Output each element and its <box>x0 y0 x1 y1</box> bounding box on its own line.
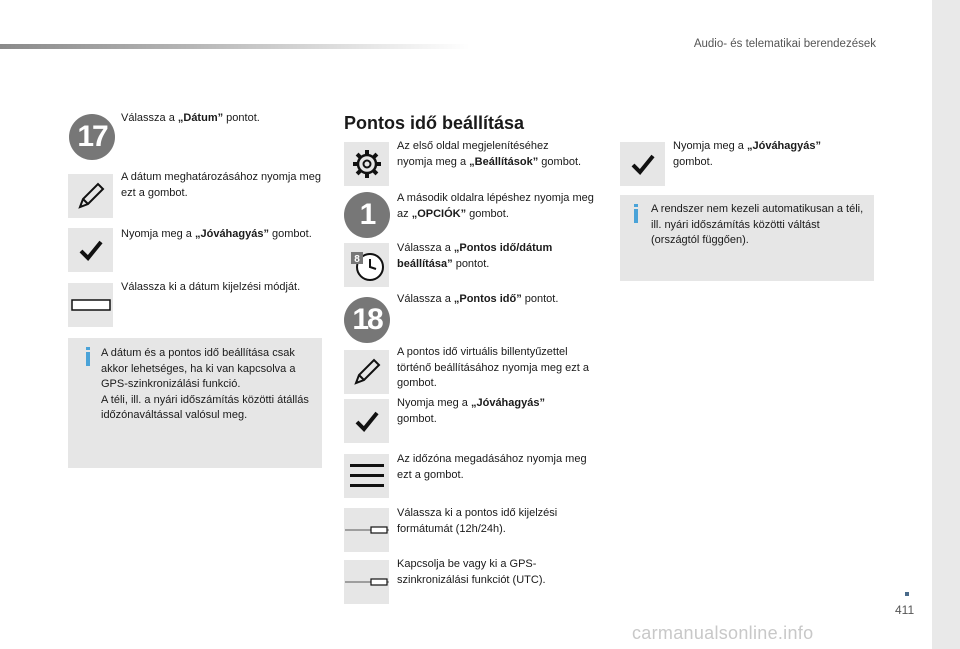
timezone-button[interactable] <box>344 454 389 498</box>
right-confirm-text: Nyomja meg a „Jóváhagyás” gombot. <box>673 140 821 168</box>
date-format-text: Válassza ki a dátum kijelzési módját. <box>121 281 301 293</box>
time-confirm-button[interactable] <box>344 399 389 443</box>
time-confirm-text: Nyomja meg a „Jóváhagyás” gombot. <box>397 397 545 425</box>
clock-text: Válassza a „Pontos idő/dátum beállítása” pontot. <box>397 242 553 270</box>
gps-text: Kapcsolja be vagy ki a GPS-szinkronizálási funkciót (UTC). <box>397 558 546 586</box>
step-1-badge <box>343 191 391 239</box>
time-format-text: Válassza ki a pontos idő kijelzési formátumát (12h/24h). <box>397 507 558 535</box>
checkmark-icon <box>355 410 379 432</box>
step-18-text: Válassza a „Pontos idő” pontot. <box>397 293 559 305</box>
step-17-text: Válassza a „Dátum” pontot. <box>121 112 260 124</box>
time-format-toggle[interactable] <box>344 508 389 552</box>
pencil-text: A dátum meghatározásához nyomja meg ezt a gombot. <box>121 171 321 199</box>
checkmark-icon <box>631 153 655 175</box>
checkmark-icon <box>79 239 103 261</box>
step-1-text: A második oldalra lépéshez nyomja meg az „OPCIÓK” gombot. <box>397 192 594 220</box>
pencil-button[interactable] <box>68 174 113 218</box>
info-icon-dot <box>86 347 90 350</box>
watermark: carmanualsonline.info <box>632 623 814 643</box>
pencil-icon <box>351 356 383 388</box>
page-edge-bar <box>932 0 960 649</box>
settings-text: Az első oldal megjelenítéséhez nyomja meg a „Beállítások” gombot. <box>397 140 582 168</box>
settings-button[interactable] <box>344 142 389 186</box>
info-text-left: A dátum és a pontos idő beállítása csak akkor lehetséges, ha ki van kapcsolva a GPS-szinkronizálási funkció. A téli, ill. a nyári időszámítás közötti átállás időzónaváltással valósul meg. <box>101 347 309 421</box>
time-pencil-text: A pontos idő virtuális billentyűzettel történő beállításához nyomja meg ezt a gombot. <box>397 346 590 389</box>
toggle-bar-icon <box>71 299 111 311</box>
confirm-button[interactable] <box>68 228 113 272</box>
header-gradient-bar <box>0 44 470 49</box>
right-confirm-button[interactable] <box>620 142 665 186</box>
clock-icon <box>348 247 386 283</box>
clock-settings-button[interactable] <box>344 243 389 287</box>
info-icon <box>86 352 90 366</box>
clock-badge-number: 8 <box>353 254 360 265</box>
confirm-text: Nyomja meg a „Jóváhagyás” gombot. <box>121 228 312 240</box>
step-17-badge <box>68 113 116 161</box>
info-icon <box>634 209 638 223</box>
step-number: 17 <box>69 114 115 160</box>
pencil-icon <box>75 180 107 212</box>
step-number: 1 <box>344 192 390 238</box>
gear-icon <box>352 149 382 179</box>
info-text-right: A rendszer nem kezeli automatikusan a téli, ill. nyári időszámítás közötti váltást (országtól függően). <box>651 203 864 246</box>
header-title: Audio- és telematikai berendezések <box>693 38 876 50</box>
gps-toggle[interactable] <box>344 560 389 604</box>
section-title: Pontos idő beállítása <box>344 113 525 133</box>
date-format-button[interactable] <box>68 283 113 327</box>
step-18-badge <box>343 296 391 344</box>
info-panel-left <box>68 338 322 468</box>
timezone-text: Az időzóna megadásához nyomja meg ezt a gombot. <box>397 453 587 481</box>
info-icon-dot <box>634 204 638 207</box>
time-pencil-button[interactable] <box>344 350 389 394</box>
page-marker <box>905 592 909 596</box>
page-number: 411 <box>895 603 915 617</box>
info-panel-right <box>620 195 874 281</box>
menu-icon <box>349 461 385 491</box>
slider-toggle-icon <box>345 524 389 536</box>
slider-toggle-icon <box>345 576 389 588</box>
step-number: 18 <box>344 297 390 343</box>
